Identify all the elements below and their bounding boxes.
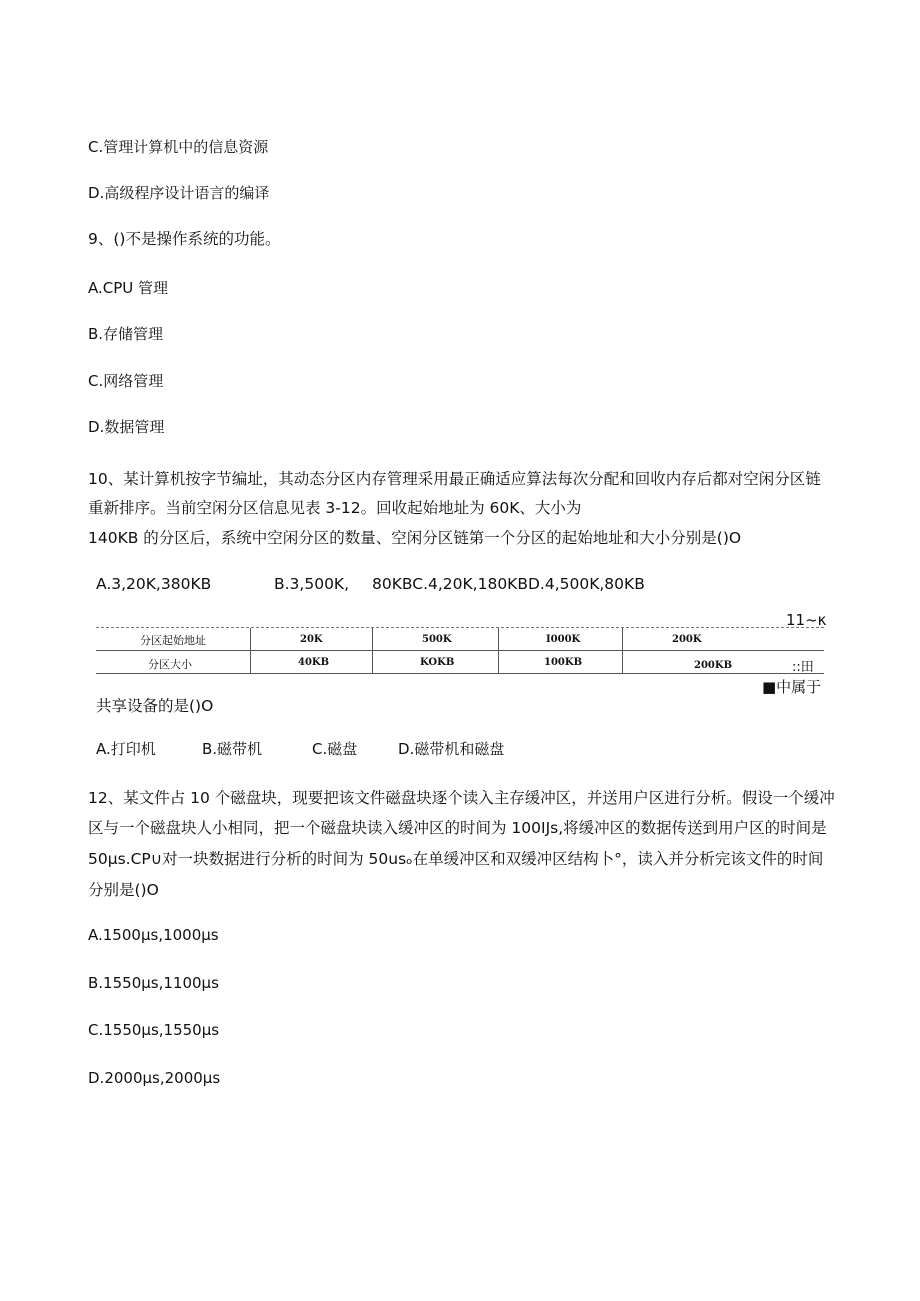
q11-option-a: A.打印机	[96, 740, 156, 758]
table-cell: 200K	[672, 634, 702, 645]
table-cell: 500K	[422, 634, 452, 645]
q10-option-a: A.3,20K,380KB	[96, 575, 212, 593]
table-col-sep	[250, 628, 251, 673]
q11-option-b: B.磁带机	[202, 740, 263, 758]
table-cell: 100KB	[544, 657, 583, 668]
table-cell: 200KB	[694, 660, 733, 671]
table-side-bottom: ■中属于	[762, 678, 822, 696]
table-side-top: 11~κ	[786, 611, 827, 629]
table-bottom-rule	[96, 673, 824, 674]
table-mid-rule	[96, 650, 824, 651]
q8-option-d: D.高级程序设计语言的编译	[88, 184, 270, 202]
q10-stem-line2: 重新排序。当前空闲分区信息见表 3-12。回收起始地址为 60K、大小为	[88, 499, 582, 517]
table-cell: 20K	[300, 634, 323, 645]
q12-option-c: C.1550μs,1550μs	[88, 1021, 220, 1039]
q12-option-d: D.2000μs,2000μs	[88, 1069, 221, 1087]
q11-stem: 共享设备的是()O	[96, 697, 214, 715]
q12-stem-line3: 50μs.CP∪对一块数据进行分析的时间为 50usₒ在单缓冲区和双缓冲区结构卜°，读入并分析完该文件的时间	[88, 850, 824, 868]
q9-option-c: C.网络管理	[88, 372, 164, 390]
table-col-sep	[372, 628, 373, 673]
table-row2-header: 分区大小	[148, 658, 192, 671]
q9-option-d: D.数据管理	[88, 418, 165, 436]
table-col-sep	[498, 628, 499, 673]
q10-stem-line3: 140KB 的分区后，系统中空闲分区的数量、空闲分区链第一个分区的起始地址和大小分别是()O	[88, 529, 742, 547]
q10-stem-line1: 10、某计算机按字节编址，其动态分区内存管理采用最正确适应算法每次分配和回收内存后都对空闲分区链	[88, 470, 821, 488]
q9-stem: 9、()不是操作系统的功能。	[88, 230, 281, 248]
q10-option-cd: 80KBC.4,20K,180KBD.4,500K,80KB	[372, 575, 645, 593]
q9-option-b: B.存储管理	[88, 325, 164, 343]
q9-option-a: A.CPU 管理	[88, 279, 169, 297]
table-cell: KOKB	[420, 657, 455, 668]
q12-stem-line2: 区与一个磁盘块人小相同，把一个磁盘块读入缓冲区的时间为 100IJs,将缓冲区的数据传送到用户区的时间是	[88, 819, 827, 837]
q12-stem-line4: 分别是()O	[88, 881, 159, 899]
table-col-sep	[622, 628, 623, 673]
table-cell: 40KB	[298, 657, 330, 668]
table-row1-header: 分区起始地址	[140, 634, 206, 647]
q12-option-b: B.1550μs,1100μs	[88, 974, 219, 992]
q11-option-c: C.磁盘	[312, 740, 358, 758]
q12-option-a: A.1500μs,1000μs	[88, 926, 219, 944]
q8-option-c: C.管理计算机中的信息资源	[88, 138, 269, 156]
q10-option-b: B.3,500K,	[274, 575, 350, 593]
q12-stem-line1: 12、某文件占 10 个磁盘块，现要把该文件磁盘块逐个读入主存缓冲区，并送用户区进行分析。假设一个缓冲	[88, 789, 835, 807]
q11-option-d: D.磁带机和磁盘	[398, 740, 505, 758]
table-top-rule	[96, 627, 824, 628]
table-cell: I000K	[546, 634, 581, 645]
table-side-mid: ::田	[792, 660, 814, 675]
